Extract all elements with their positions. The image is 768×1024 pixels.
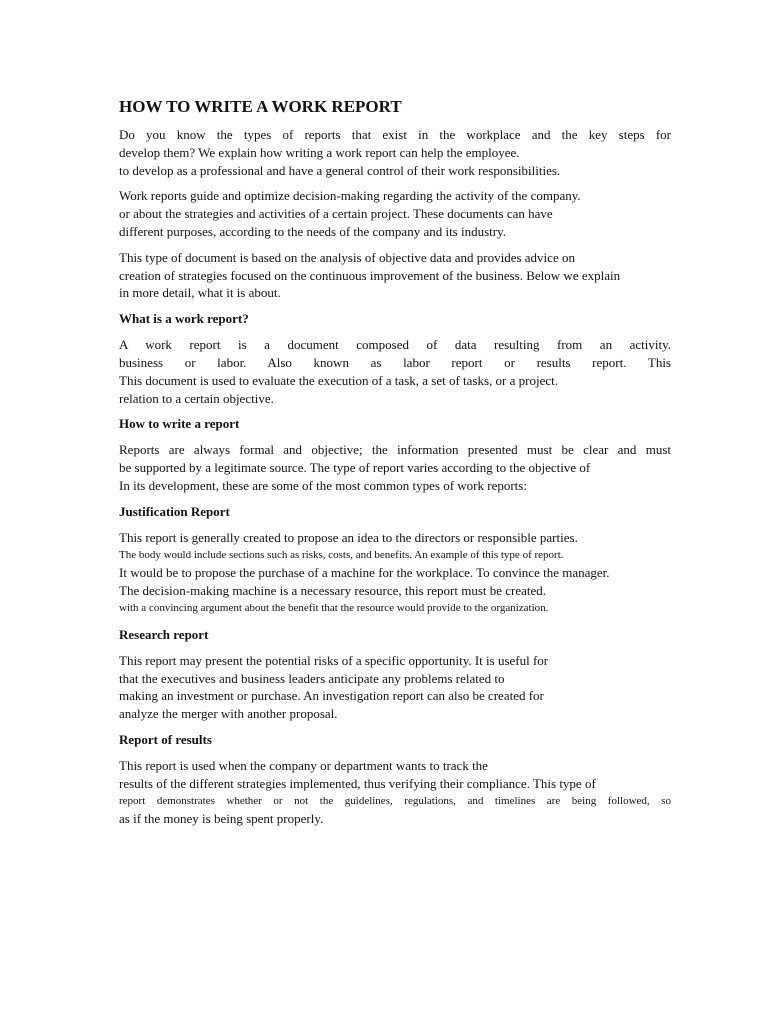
paragraph-line: This report may present the potential risks of a specific opportunity. It is useful for <box>119 652 549 668</box>
paragraph-line: Reports are always formal and objective; the information presented must be clear and must <box>119 442 671 458</box>
paragraph <box>119 757 671 828</box>
paragraph-line: results of the different strategies implemented, thus verifying their compliance. This type of <box>119 775 596 791</box>
paragraph-line: This report is used when the company or department wants to track the <box>119 757 488 773</box>
paragraph-line: relation to a certain objective. <box>119 390 274 406</box>
section-heading: Report of results <box>119 731 212 747</box>
document-page <box>119 96 671 836</box>
paragraph-line: This document is used to evaluate the execution of a task, a set of tasks, or a project. <box>119 372 558 388</box>
paragraph <box>119 126 671 179</box>
paragraph <box>119 249 671 302</box>
paragraph-line: to develop as a professional and have a general control of their work responsibilities. <box>119 162 561 178</box>
section-heading: How to write a report <box>119 416 240 432</box>
paragraph-line: different purposes, according to the needs of the company and its industry. <box>119 223 507 239</box>
paragraph <box>119 529 671 618</box>
paragraph-line: It would be to propose the purchase of a machine for the workplace. To convince the manager. <box>119 565 610 581</box>
paragraph-line: making an investment or purchase. An investigation report can also be created for <box>119 688 544 704</box>
paragraph-line: creation of strategies focused on the continuous improvement of the business. Below we explain <box>119 267 621 283</box>
paragraph-line: A work report is a document composed of data resulting from an activity. <box>119 337 671 353</box>
paragraph-line: be supported by a legitimate source. The type of report varies according to the objective of <box>119 460 591 476</box>
paragraph-line: in more detail, what it is about. <box>119 285 281 301</box>
section-heading: Research report <box>119 626 209 642</box>
paragraph-line: or about the strategies and activities of a certain project. These documents can have <box>119 206 553 222</box>
paragraph-line: business or labor. Also known as labor report or results report. This <box>119 354 671 370</box>
section-heading: What is a work report? <box>119 311 249 327</box>
paragraph-line: that the executives and business leaders anticipate any problems related to <box>119 670 505 686</box>
paragraph <box>119 336 671 407</box>
paragraph-line: Work reports guide and optimize decision-making regarding the activity of the company. <box>119 188 581 204</box>
paragraph-line: as if the money is being spent properly. <box>119 811 324 827</box>
document-body <box>119 126 671 828</box>
paragraph <box>119 187 671 240</box>
paragraph-line: The body would include sections such as risks, costs, and benefits. An example of this type of report. <box>119 548 564 561</box>
document-title: HOW TO WRITE A WORK REPORT <box>119 97 402 116</box>
paragraph-line: Do you know the types of reports that exist in the workplace and the key steps for <box>119 127 671 142</box>
paragraph-line: analyze the merger with another proposal. <box>119 706 338 722</box>
paragraph-line: with a convincing argument about the benefit that the resource would provide to the organization. <box>119 601 549 614</box>
paragraph <box>119 652 671 723</box>
paragraph-line: report demonstrates whether or not the guidelines, regulations, and timelines are being followed, so <box>119 794 671 807</box>
paragraph <box>119 441 671 494</box>
paragraph-line: This type of document is based on the analysis of objective data and provides advice on <box>119 249 575 265</box>
paragraph-line: This report is generally created to propose an idea to the directors or responsible parties. <box>119 529 578 545</box>
paragraph-line: develop them? We explain how writing a work report can help the employee. <box>119 144 520 160</box>
section-heading: Justification Report <box>119 503 230 519</box>
paragraph-line: In its development, these are some of the most common types of work reports: <box>119 477 527 493</box>
paragraph-line: The decision-making machine is a necessary resource, this report must be created. <box>119 583 547 599</box>
